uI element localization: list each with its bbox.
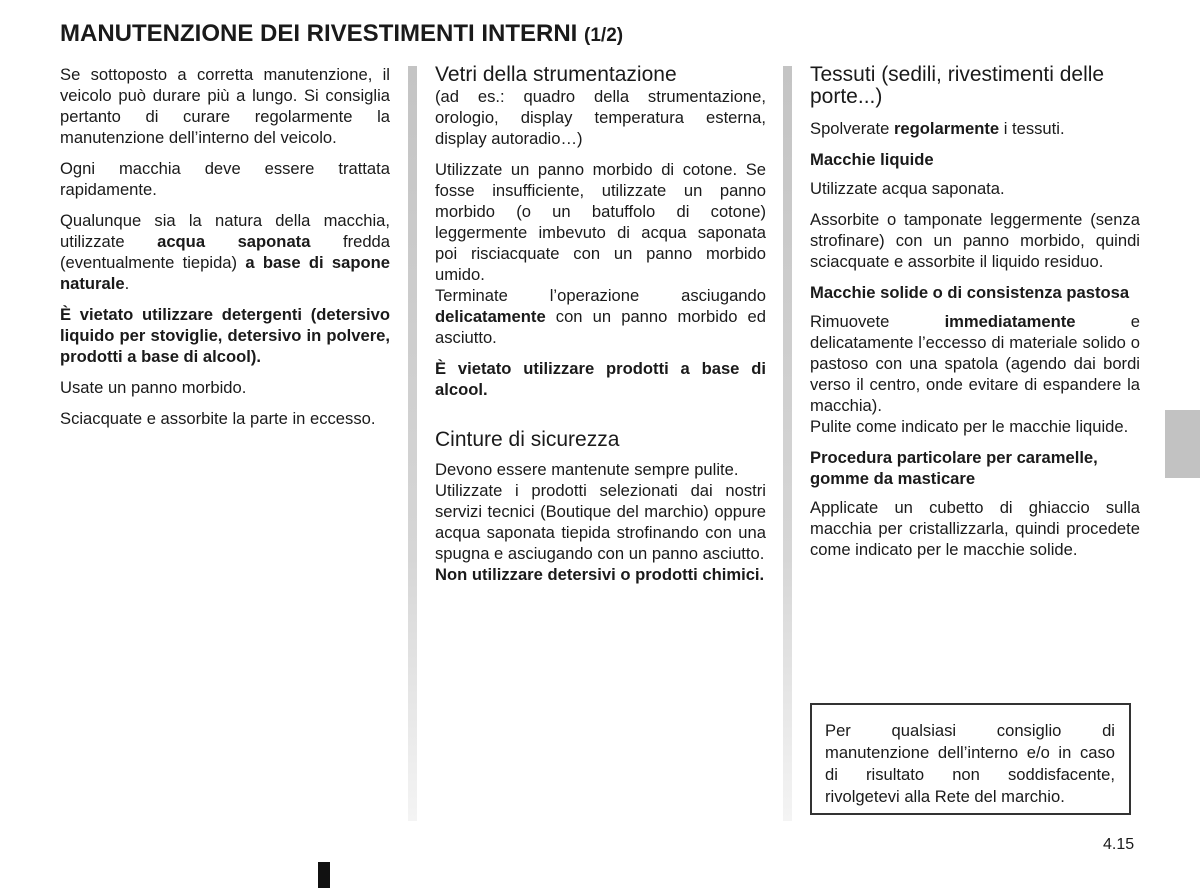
caramelle-paragraph: Applicate un cubetto di ghiaccio sulla macchia per cristallizzarla, quindi procedete come indicato per le macchie solide. bbox=[810, 498, 1140, 559]
vetri-dry-paragraph bbox=[435, 285, 766, 348]
liquide-paragraph-2: Assorbite o tamponate leggermente (senza strofinare) con un panno morbido, quindi sciacquate e assorbite il liquido residuo. bbox=[810, 210, 1140, 271]
column-divider-left bbox=[408, 66, 417, 821]
vetri-dry-text-3: con un panno morbido ed asciutto. bbox=[435, 307, 766, 347]
tessuti-paragraph bbox=[810, 118, 1140, 139]
vetri-paragraph: Utilizzate un panno morbido di cotone. Se fosse insufficiente, utilizzate un panno morbido (o un batuffolo di cotone) leggermente imbevuto di acqua saponata poi risciacquate con un panno morbido umido. bbox=[435, 160, 766, 284]
column-divider-right bbox=[783, 66, 792, 821]
cinture-paragraph-1: Devono essere mantenute sempre pulite. bbox=[435, 460, 739, 479]
soap-paragraph bbox=[60, 210, 390, 294]
page-title-text: MANUTENZIONE DEI RIVESTIMENTI INTERNI bbox=[60, 20, 578, 47]
section-heading-vetri: Vetri della strumentazione bbox=[435, 63, 677, 86]
section-heading-cinture: Cinture di sicurezza bbox=[435, 428, 620, 451]
subheading-liquide: Macchie liquide bbox=[810, 150, 934, 169]
column-instruments bbox=[435, 64, 766, 595]
tessuti-text-3: i tessuti. bbox=[999, 119, 1065, 138]
advice-note-box: Per qualsiasi consiglio di manutenzione dell’interno e/o in caso di risultato non soddisfacente, rivolgetevi alla Rete del marchio. bbox=[810, 703, 1131, 815]
soap-text-2: acqua saponata bbox=[157, 232, 311, 251]
solide-text-2: immediatamente bbox=[944, 312, 1076, 331]
soap-text-1: Qualunque sia la natura della macchia, utilizzate bbox=[60, 211, 390, 251]
soap-text-3: fredda (eventualmente tiepida) bbox=[60, 232, 391, 272]
cinture-paragraph-2: Utilizzate i prodotti selezionati dai nostri servizi tecnici (Boutique del marchio) oppure acqua saponata tiepida strofinando con una spugna e asciugando con un panno asciutto. bbox=[435, 481, 766, 563]
detergent-warning: È vietato utilizzare detergenti (detersivo liquido per stoviglie, detersivo in polvere, prodotti a base di alcool). bbox=[60, 305, 390, 366]
tessuti-text-2: regolarmente bbox=[893, 119, 1000, 138]
rinse-paragraph: Sciacquate e assorbite la parte in eccesso. bbox=[60, 409, 376, 428]
solide-paragraph bbox=[810, 311, 1140, 416]
tessuti-text-1: Spolverate bbox=[810, 119, 894, 138]
crop-mark bbox=[318, 862, 330, 888]
page-number: 4.15 bbox=[1103, 836, 1135, 853]
column-general bbox=[60, 64, 390, 439]
vetri-dry-text-2: delicatamente bbox=[435, 307, 546, 326]
subheading-solide: Macchie solide o di consistenza pastosa bbox=[810, 283, 1130, 302]
solide-text-1: Rimuovete bbox=[810, 312, 945, 331]
column-fabrics bbox=[810, 64, 1140, 570]
solide-text-3: e delicatamente l’eccesso di materiale solido o pastoso con una spatola (agendo dai bordi verso il centro, onde evitare di espandere la macchia). bbox=[810, 312, 1140, 415]
subheading-caramelle: Procedura particolare per caramelle, gomme da masticare bbox=[810, 448, 1098, 488]
vetri-dry-text-1: Terminate l’operazione asciugando bbox=[435, 286, 766, 305]
page-title-part: (1/2) bbox=[584, 25, 624, 46]
stain-paragraph: Ogni macchia deve essere trattata rapidamente. bbox=[60, 159, 390, 199]
solide-paragraph-2: Pulite come indicato per le macchie liquide. bbox=[810, 417, 1129, 436]
liquide-paragraph-1: Utilizzate acqua saponata. bbox=[810, 179, 1005, 198]
cloth-paragraph: Usate un panno morbido. bbox=[60, 378, 247, 397]
cinture-warning: Non utilizzare detersivi o prodotti chimici. bbox=[435, 565, 765, 584]
vetri-intro: (ad es.: quadro della strumentazione, orologio, display temperatura esterna, display autoradio…) bbox=[435, 87, 766, 148]
vetri-warning: È vietato utilizzare prodotti a base di alcool. bbox=[435, 359, 766, 399]
intro-paragraph: Se sottoposto a corretta manutenzione, il veicolo può durare più a lungo. Si consiglia pertanto di curare regolarmente la manutenzione dell’interno del veicolo. bbox=[60, 65, 390, 147]
section-heading-tessuti: Tessuti (sedili, rivestimenti delle porte...) bbox=[810, 63, 1105, 108]
chapter-tab bbox=[1165, 410, 1200, 478]
page-title bbox=[60, 20, 623, 48]
soap-text-5: . bbox=[124, 274, 130, 293]
soap-text-4: a base di sapone naturale bbox=[60, 253, 390, 293]
